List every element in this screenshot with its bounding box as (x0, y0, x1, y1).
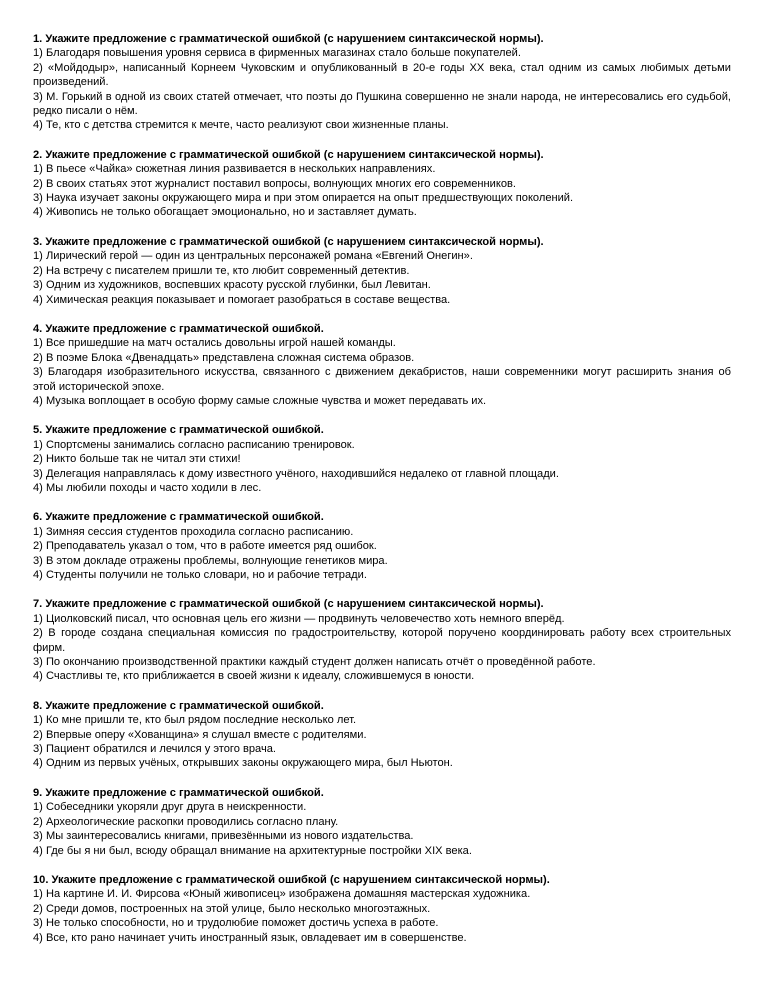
question-title: 1. Укажите предложение с грамматической ошибкой (с нарушением синтаксической нормы). (33, 33, 544, 45)
answer-option: 4) Химическая реакция показывает и помогает разобраться в составе вещества. (33, 293, 451, 306)
question-8 (33, 699, 731, 771)
answer-option: 1) Зимняя сессия студентов проходила согласно расписанию. (33, 525, 354, 538)
question-title: 8. Укажите предложение с грамматической ошибкой. (33, 699, 324, 712)
answer-option: 2) В городе создана специальная комиссия по градостроительству, которой поручено координировать работу всех строительных фирм. (33, 627, 731, 654)
question-title: 3. Укажите предложение с грамматической ошибкой (с нарушением синтаксической нормы). (33, 235, 544, 248)
question-5 (33, 423, 731, 495)
answer-option: 4) Те, кто с детства стремится к мечте, часто реализуют свои жизненные планы. (33, 119, 449, 132)
question-title: 7. Укажите предложение с грамматической ошибкой (с нарушением синтаксической нормы). (33, 598, 544, 611)
answer-option: 1) В пьесе «Чайка» сюжетная линия развивается в нескольких направлениях. (33, 163, 436, 176)
answer-option: 2) Археологические раскопки проводились согласно плану. (33, 815, 339, 828)
answer-option: 1) Благодаря повышения уровня сервиса в фирменных магазинах стало больше покупателей. (33, 47, 521, 60)
answer-option: 2) В поэме Блока «Двенадцать» представлена сложная система образов. (33, 351, 415, 364)
answer-option: 3) Наука изучает законы окружающего мира и при этом опирается на опыт предшествующих поколений. (33, 192, 574, 205)
answer-option: 3) Пациент обратился и лечился у этого врача. (33, 743, 276, 756)
answer-option: 2) Преподаватель указал о том, что в работе имеется ряд ошибок. (33, 540, 377, 553)
answer-option: 3) Мы заинтересовались книгами, привезёнными из нового издательства. (33, 830, 414, 843)
answer-option: 1) На картине И. И. Фирсова «Юный живописец» изображена домашняя мастерская художника. (33, 888, 531, 901)
question-7 (33, 597, 731, 683)
question-6 (33, 510, 731, 582)
answer-option: 2) На встречу с писателем пришли те, кто любит современный детектив. (33, 264, 410, 277)
answer-option: 3) По окончанию производственной практики каждый студент должен написать отчёт о проведённой работе. (33, 656, 596, 669)
answer-option: 3) Благодаря изобразительного искусства, связанного с движением декабристов, наши современники могут расширить знания об этой исторической эпохе. (33, 366, 731, 393)
answer-option: 1) Ко мне пришли те, кто был рядом последние несколько лет. (33, 714, 357, 727)
answer-option: 4) Где бы я ни был, всюду обращал внимание на архитектурные постройки XIX века. (33, 844, 472, 857)
answer-option: 2) Никто больше так не читал эти стихи! (33, 453, 241, 466)
question-title: 6. Укажите предложение с грамматической ошибкой. (33, 511, 324, 524)
answer-option: 4) Живопись не только обогащает эмоционально, но и заставляет думать. (33, 206, 417, 219)
question-9 (33, 786, 731, 858)
question-title: 4. Укажите предложение с грамматической ошибкой. (33, 322, 324, 335)
answer-option: 2) Впервые оперу «Хованщина» я слушал вместе с родителями. (33, 728, 367, 741)
answer-option: 1) Лирический герой — один из центральных персонажей романа «Евгений Онегин». (33, 250, 473, 263)
answer-option: 2) В своих статьях этот журналист поставил вопросы, волнующих многих его современников. (33, 177, 516, 190)
answer-option: 4) Мы любили походы и часто ходили в лес. (33, 481, 262, 494)
question-3 (33, 235, 731, 307)
answer-option: 1) Спортсмены занимались согласно расписанию тренировок. (33, 438, 355, 451)
answer-option: 1) Собеседники укоряли друг друга в неискренности. (33, 801, 307, 814)
answer-option: 1) Циолковский писал, что основная цель его жизни — продвинуть человечество хоть немного вперёд. (33, 612, 565, 625)
question-title: 5. Укажите предложение с грамматической ошибкой. (33, 424, 324, 437)
answer-option: 3) В этом докладе отражены проблемы, волнующие генетиков мира. (33, 554, 388, 567)
question-title: 2. Укажите предложение с грамматической ошибкой (с нарушением синтаксической нормы). (33, 148, 544, 161)
answer-option: 4) Музыка воплощает в особую форму самые сложные чувства и может передавать их. (33, 394, 487, 407)
answer-option: 2) «Мойдодыр», написанный Корнеем Чуковским и опубликованный в 20-е годы XX века, стал одним из самых любимых детьми произведений. (33, 61, 731, 89)
question-1 (33, 32, 731, 133)
question-title: 9. Укажите предложение с грамматической ошибкой. (33, 786, 324, 799)
question-2 (33, 148, 731, 220)
answer-option: 4) Одним из первых учёных, открывших законы окружающего мира, был Ньютон. (33, 757, 453, 770)
question-4 (33, 322, 731, 408)
answer-option: 3) Не только способности, но и трудолюбие поможет достичь успеха в работе. (33, 917, 439, 930)
question-title: 10. Укажите предложение с грамматической ошибкой (с нарушением синтаксической нормы). (33, 873, 550, 886)
answer-option: 4) Счастливы те, кто приближается в своей жизни к идеалу, сложившемуся в юности. (33, 670, 475, 683)
answer-option: 4) Все, кто рано начинает учить иностранный язык, овладевает им в совершенстве. (33, 931, 467, 944)
answer-option: 2) Среди домов, построенных на этой улице, было несколько многоэтажных. (33, 902, 431, 915)
answer-option: 3) Делегация направлялась к дому известного учёного, находившийся недалеко от главной площади. (33, 467, 559, 480)
answer-option: 3) Одним из художников, воспевших красоту русской глубинки, был Левитан. (33, 279, 431, 292)
answer-option: 4) Студенты получили не только словари, но и рабочие тетради. (33, 569, 367, 581)
answer-option: 1) Все пришедшие на матч остались довольны игрой нашей команды. (33, 337, 396, 350)
question-10 (33, 873, 731, 945)
answer-option: 3) М. Горький в одной из своих статей отмечает, что поэты до Пушкина совершенно не знали народа, не интересовались его судьбой, редко писали о нём. (33, 90, 731, 118)
